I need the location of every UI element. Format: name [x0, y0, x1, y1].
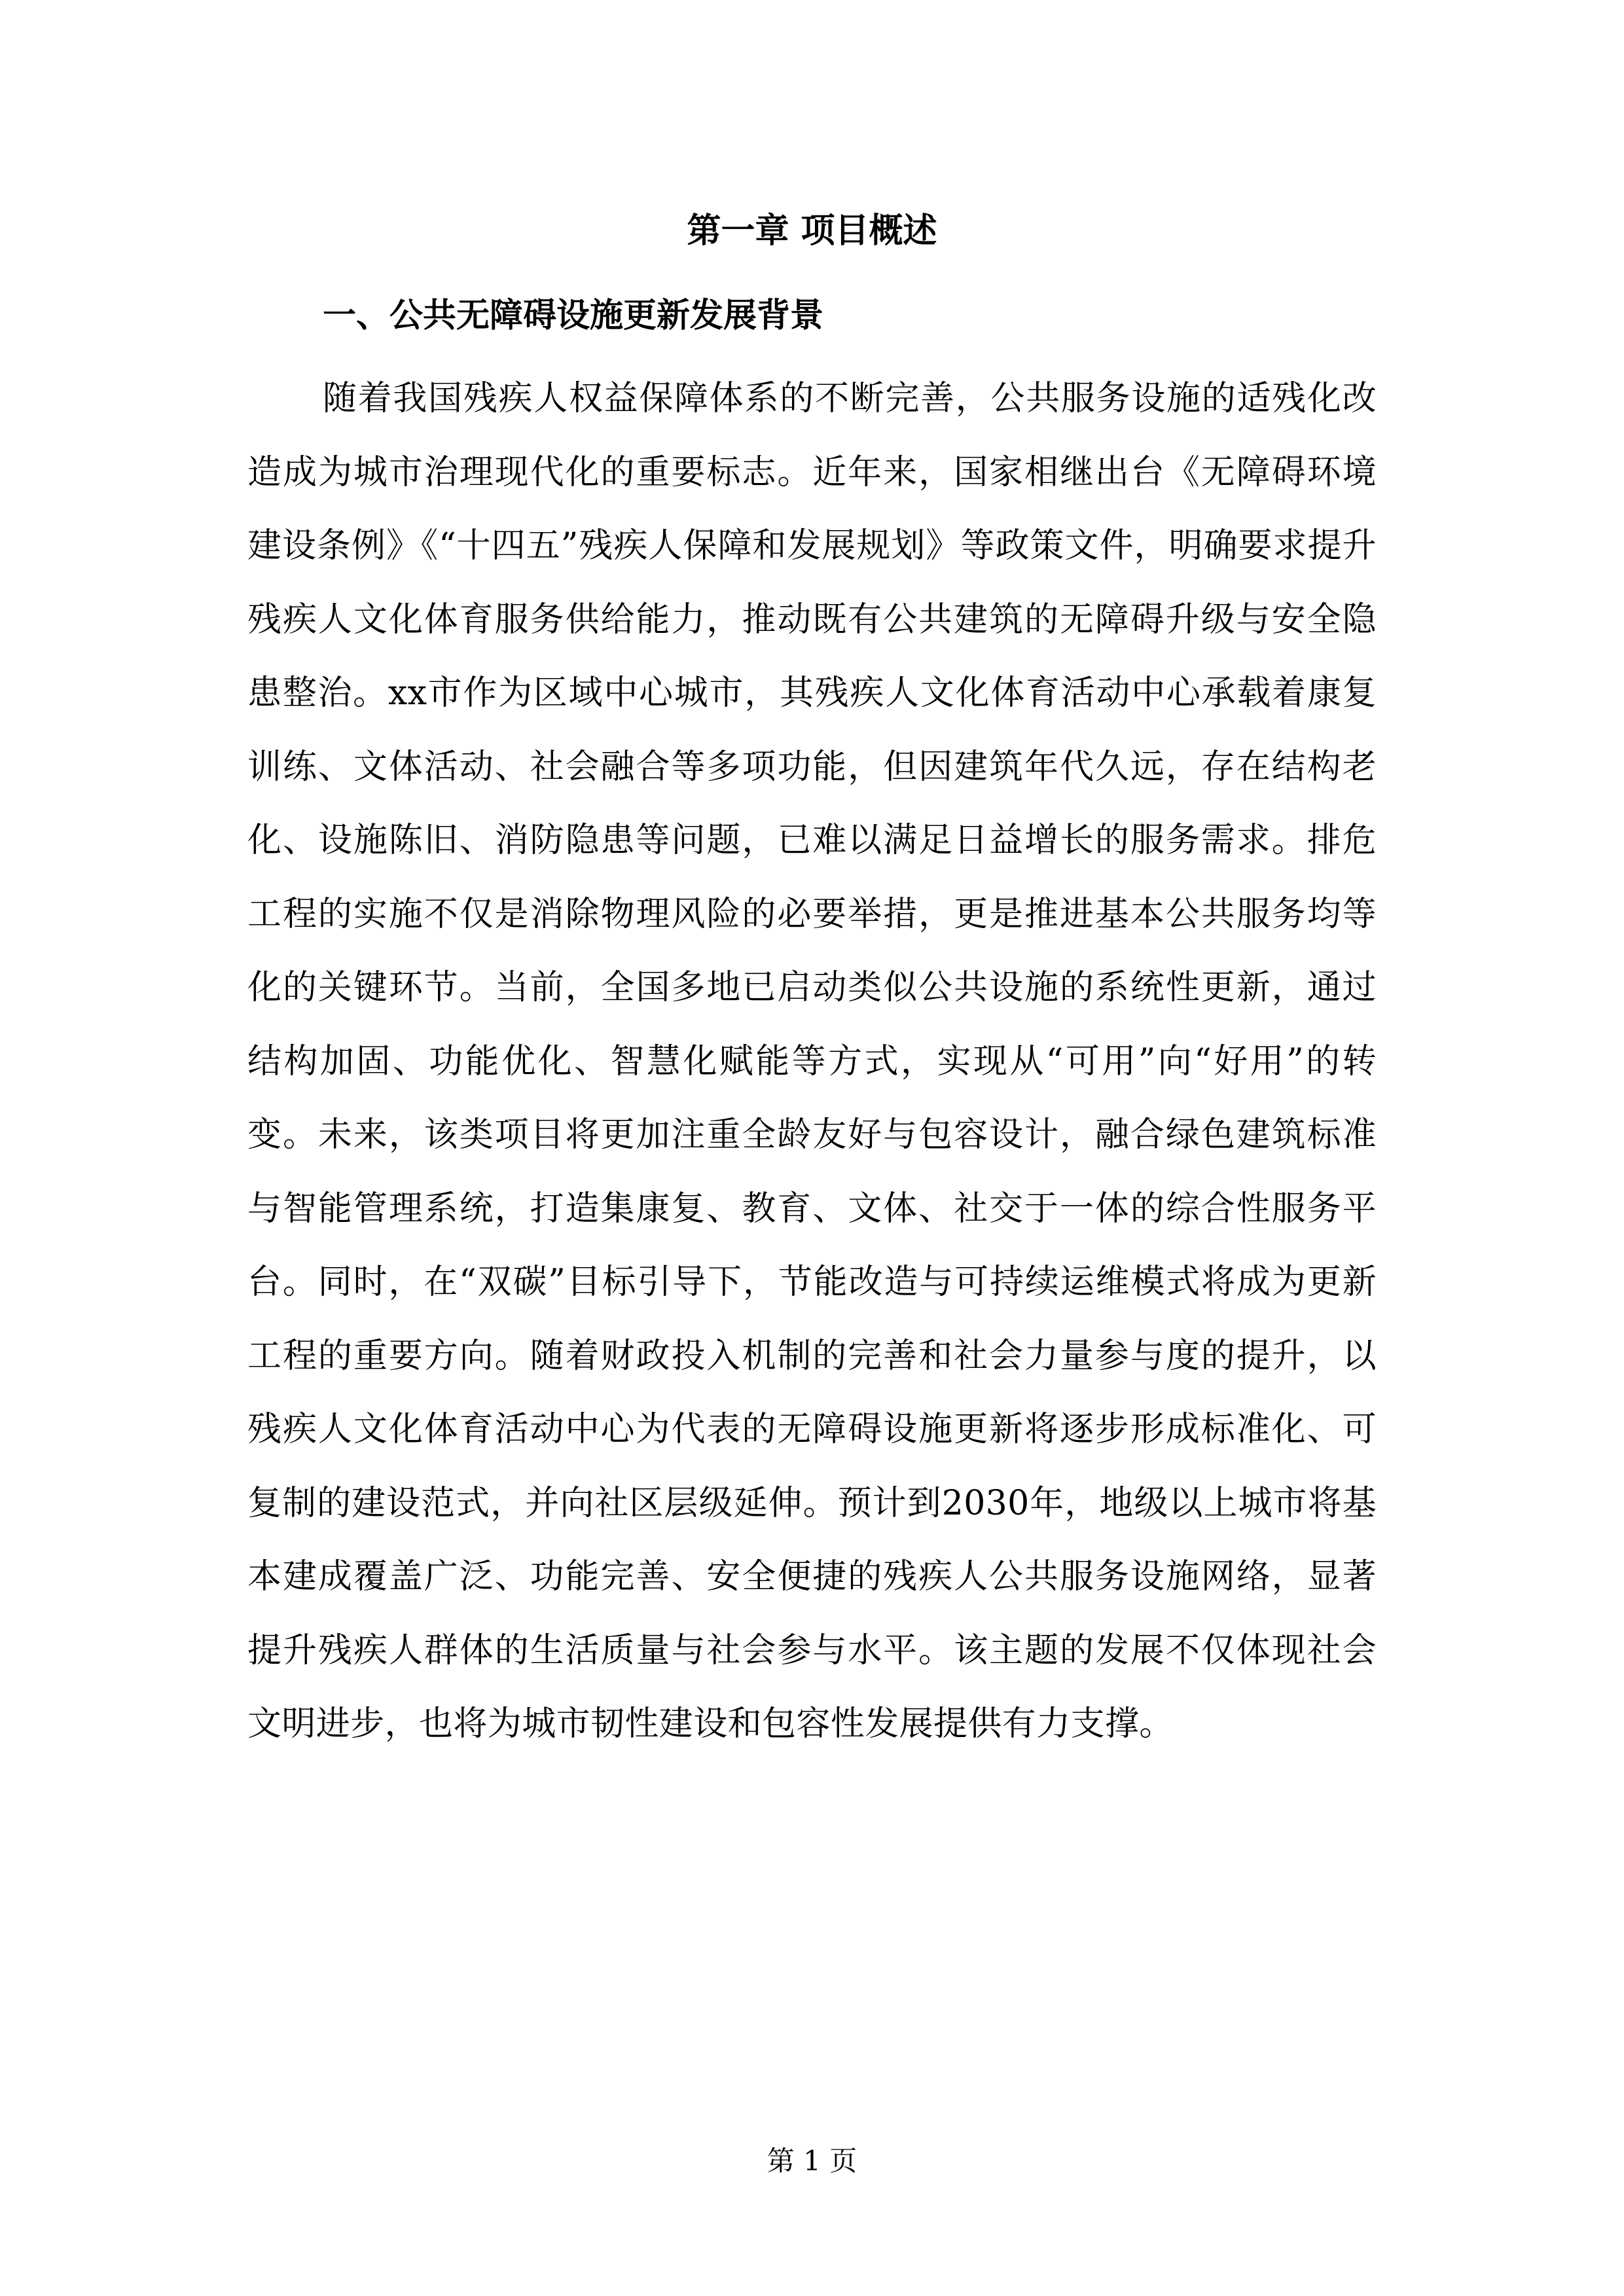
- section-title: 一、公共无障碍设施更新发展背景: [323, 296, 824, 335]
- page-number-footer: 第 1 页: [767, 2145, 857, 2177]
- chapter-title: 第一章 项目概述: [687, 211, 937, 251]
- body-paragraph: 随着我国残疾人权益保障体系的不断完善，公共服务设施的适残化改造成为城市治理现代化的重要标志。近年来，国家相继出台《无障碍环境建设条例》《“十四五”残疾人保障和发展规划》等政策文件，明确要求提升残疾人文化体育服务供给能力，推动既有公共建筑的无障碍升级与安全隐患整治。xx市作为区域中心城市，其残疾人文化体育活动中心承载着康复训练、文体活动、社会融合等多项功能，但因建筑年代久远，存在结构老化、设施陈旧、消防隐患等问题，已难以满足日益增长的服务需求。排危工程的实施不仅是消除物理风险的必要举措，更是推进基本公共服务均等化的关键环节。当前，全国多地已启动类似公共设施的系统性更新，通过结构加固、功能优化、智慧化赋能等方式，实现从“可用”向“好用”的转变。未来，该类项目将更加注重全龄友好与包容设计，融合绿色建筑标准与智能管理系统，打造集康复、教育、文体、社交于一体的综合性服务平台。同时，在“双碳”目标引导下，节能改造与可持续运维模式将成为更新工程的重要方向。随着财政投入机制的完善和社会力量参与度的提升，以残疾人文化体育活动中心为代表的无障碍设施更新将逐步形成标准化、可复制的建设范式，并向社区层级延伸。预计到2030年，地级以上城市将基本建成覆盖广泛、功能完善、安全便捷的残疾人公共服务设施网络，显著提升残疾人群体的生活质量与社会参与水平。该主题的发展不仅体现社会文明进步，也将为城市韧性建设和包容性发展提供有力支撑。: [247, 379, 1377, 1744]
